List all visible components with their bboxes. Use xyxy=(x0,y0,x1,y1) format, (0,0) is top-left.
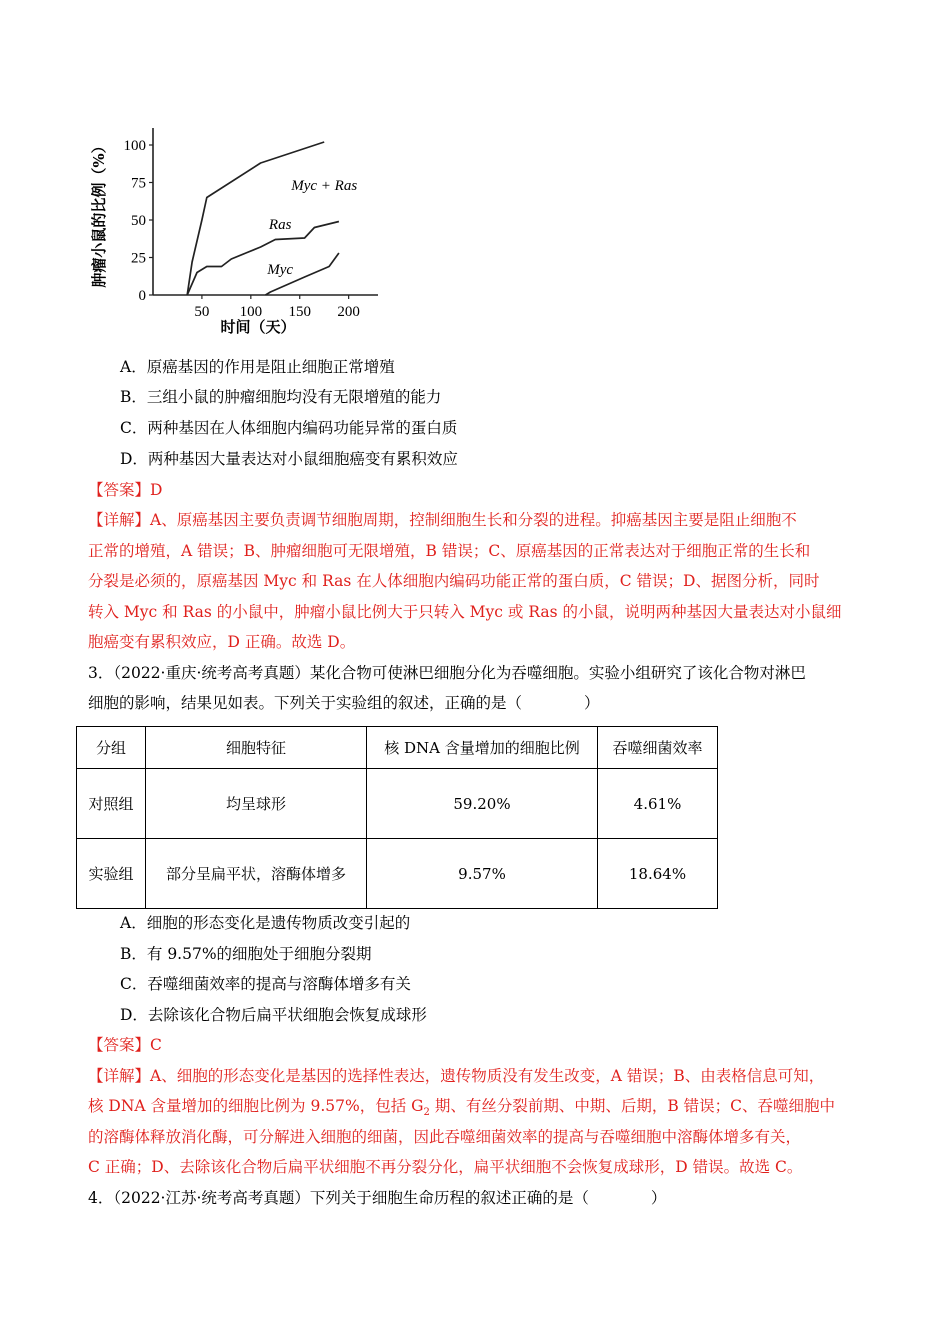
table-cell: 4.61% xyxy=(598,769,718,839)
x-tick-label: 150 xyxy=(288,304,311,320)
q3-option-d: D．去除该化合物后扁平状细胞会恢复成球形 xyxy=(120,1006,427,1024)
q3-explain-line: 的溶酶体释放消化酶，可分解进入细胞的细菌，因此吞噬细菌效率的提高与吞噬细胞中溶酶体增多有关， xyxy=(88,1128,802,1146)
subscript: 2 xyxy=(423,1107,430,1119)
y-tick-label: 50 xyxy=(131,213,146,229)
q3-explain-text: 核 DNA 含量增加的细胞比例为 9.57%，包括 G xyxy=(88,1097,424,1115)
table-row xyxy=(77,839,718,909)
q3-stem-line: 细胞的影响，结果见如表。下列关于实验组的叙述，正确的是（ ） xyxy=(88,694,600,712)
table-row xyxy=(77,769,718,839)
table-header-cell: 细胞特征 xyxy=(146,727,367,769)
tumor-ratio-chart xyxy=(88,118,388,350)
q2-option-a: A．原癌基因的作用是阻止细胞正常增殖 xyxy=(120,358,395,376)
table-cell: 18.64% xyxy=(598,839,718,909)
q4-stem: 4．（2022·江苏·统考高考真题）下列关于细胞生命历程的叙述正确的是（ ） xyxy=(88,1189,667,1207)
q2-explain-line: 胞癌变有累积效应，D 正确。故选 D。 xyxy=(88,633,356,651)
q2-option-c: C．两种基因在人体细胞内编码功能异常的蛋白质 xyxy=(120,419,458,437)
q3-explain-text: 期、有丝分裂前期、中期、后期，B 错误；C、吞噬细胞中 xyxy=(429,1097,835,1115)
table-header-cell: 吞噬细菌效率 xyxy=(598,727,718,769)
table-header-cell: 核 DNA 含量增加的细胞比例 xyxy=(367,727,598,769)
q3-explain-line xyxy=(88,1095,878,1124)
table-cell: 均呈球形 xyxy=(146,769,367,839)
table-cell: 9.57% xyxy=(367,839,598,909)
series-line xyxy=(187,142,324,295)
x-tick-label: 200 xyxy=(337,304,360,320)
x-axis-label: 时间（天） xyxy=(220,318,296,336)
series-label: Myc xyxy=(267,262,294,278)
q2-option-d: D．两种基因大量表达对小鼠细胞癌变有累积效应 xyxy=(120,450,458,468)
q3-explain-line: C 正确；D、去除该化合物后扁平状细胞不再分裂分化，扁平状细胞不会恢复成球形，D 错误。故选 C。 xyxy=(88,1158,803,1176)
q2-explain-line: 【详解】A、原癌基因主要负责调节细胞周期，控制细胞生长和分裂的进程。抑癌基因主要是阻止细胞不 xyxy=(88,511,797,529)
table-cell: 实验组 xyxy=(77,839,146,909)
x-tick-label: 50 xyxy=(194,304,210,320)
table-cell: 部分呈扁平状，溶酶体增多 xyxy=(146,839,367,909)
q3-option-a: A．细胞的形态变化是遗传物质改变引起的 xyxy=(120,914,411,932)
y-axis-label: 肿瘤小鼠的比例（%） xyxy=(90,138,108,288)
table-cell: 59.20% xyxy=(367,769,598,839)
q3-option-c: C．吞噬细菌效率的提高与溶酶体增多有关 xyxy=(120,975,411,993)
y-tick-label: 100 xyxy=(123,138,146,154)
series-line xyxy=(187,222,339,296)
y-tick-label: 0 xyxy=(138,288,146,304)
q3-explain-line: 【详解】A、细胞的形态变化是基因的选择性表达，遗传物质没有发生改变，A 错误；B、由表格信息可知， xyxy=(88,1067,825,1085)
q3-option-b: B．有 9.57%的细胞处于细胞分裂期 xyxy=(120,945,372,963)
q2-answer: 【答案】D xyxy=(88,481,163,499)
y-tick-label: 25 xyxy=(131,250,146,267)
q3-answer: 【答案】C xyxy=(88,1036,162,1054)
results-table xyxy=(76,726,718,909)
table-cell: 对照组 xyxy=(77,769,146,839)
q2-option-b: B．三组小鼠的肿瘤细胞均没有无限增殖的能力 xyxy=(120,388,442,406)
q2-explain-line: 分裂是必须的，原癌基因 Myc 和 Ras 在人体细胞内编码功能正常的蛋白质，C 错误；D、据图分析，同时 xyxy=(88,572,820,590)
x-tick-label: 100 xyxy=(239,304,263,320)
series-label: Ras xyxy=(268,217,292,233)
y-tick-label: 75 xyxy=(131,175,146,192)
table-header-cell: 分组 xyxy=(77,727,146,769)
series-label: Myc + Ras xyxy=(291,178,358,194)
plot-area xyxy=(124,128,379,320)
q2-explain-line: 转入 Myc 和 Ras 的小鼠中，肿瘤小鼠比例大于只转入 Myc 或 Ras 的小鼠，说明两种基因大量表达对小鼠细 xyxy=(88,603,842,621)
table-header-row xyxy=(77,727,718,769)
q3-stem-line: 3．（2022·重庆·统考高考真题）某化合物可使淋巴细胞分化为吞噬细胞。实验小组研究了该化合物对淋巴 xyxy=(88,664,806,682)
q2-explain-line: 正常的增殖，A 错误；B、肿瘤细胞可无限增殖，B 错误；C、原癌基因的正常表达对于细胞正常的生长和 xyxy=(88,542,811,560)
